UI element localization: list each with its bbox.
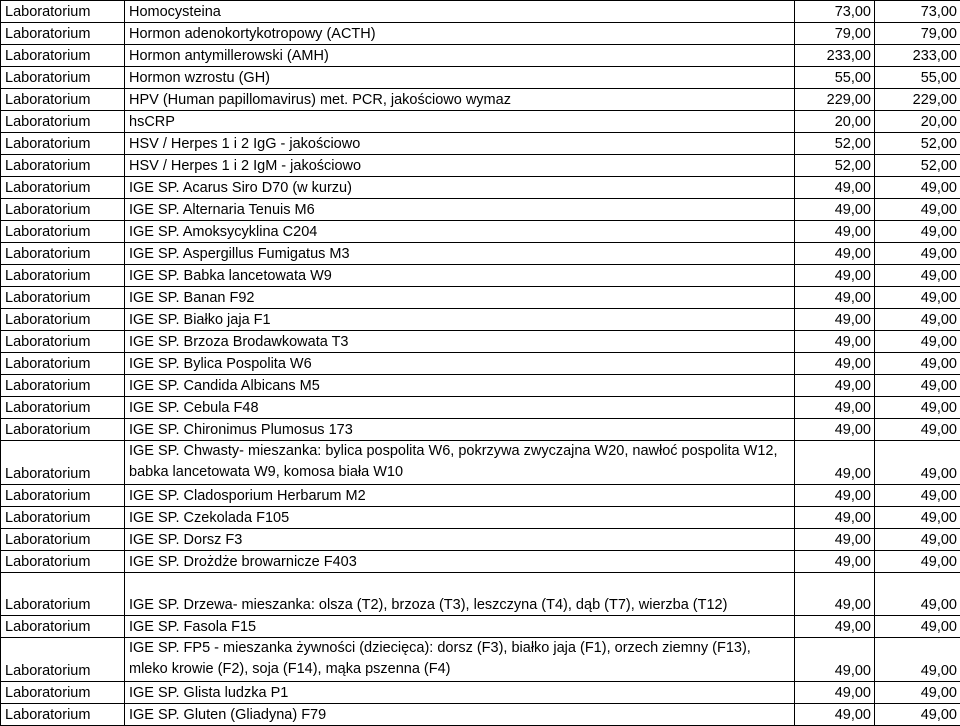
price-cell: 52,00 bbox=[875, 155, 960, 177]
category-cell: Laboratorium bbox=[1, 177, 125, 199]
price-cell: 55,00 bbox=[795, 67, 875, 89]
category-cell: Laboratorium bbox=[1, 45, 125, 67]
test-name-cell: IGE SP. Babka lancetowata W9 bbox=[125, 265, 795, 287]
table-row bbox=[1, 397, 960, 419]
test-name-cell: HSV / Herpes 1 i 2 IgG - jakościowo bbox=[125, 133, 795, 155]
test-name-cell: IGE SP. Candida Albicans M5 bbox=[125, 375, 795, 397]
price-cell: 49,00 bbox=[875, 177, 960, 199]
category-cell: Laboratorium bbox=[1, 682, 125, 704]
table-row bbox=[1, 309, 960, 331]
price-cell: 49,00 bbox=[875, 331, 960, 353]
price-cell: 79,00 bbox=[795, 23, 875, 45]
price-cell: 49,00 bbox=[795, 616, 875, 638]
category-cell: Laboratorium bbox=[1, 331, 125, 353]
price-cell: 49,00 bbox=[875, 616, 960, 638]
category-cell: Laboratorium bbox=[1, 287, 125, 309]
category-cell: Laboratorium bbox=[1, 704, 125, 726]
price-cell: 49,00 bbox=[795, 441, 875, 485]
price-cell: 49,00 bbox=[795, 638, 875, 682]
price-cell: 49,00 bbox=[875, 265, 960, 287]
test-name-cell: IGE SP. Alternaria Tenuis M6 bbox=[125, 199, 795, 221]
price-cell: 49,00 bbox=[875, 199, 960, 221]
test-name-cell: hsCRP bbox=[125, 111, 795, 133]
price-cell: 49,00 bbox=[875, 529, 960, 551]
category-cell: Laboratorium bbox=[1, 1, 125, 23]
price-cell: 233,00 bbox=[875, 45, 960, 67]
price-cell: 49,00 bbox=[875, 243, 960, 265]
price-cell: 49,00 bbox=[795, 573, 875, 616]
price-cell: 49,00 bbox=[795, 507, 875, 529]
category-cell: Laboratorium bbox=[1, 419, 125, 441]
table-row bbox=[1, 638, 960, 682]
test-name-cell: IGE SP. Cebula F48 bbox=[125, 397, 795, 419]
category-cell: Laboratorium bbox=[1, 309, 125, 331]
test-name-cell: HPV (Human papillomavirus) met. PCR, jakościowo wymaz bbox=[125, 89, 795, 111]
test-name-cell: IGE SP. Bylica Pospolita W6 bbox=[125, 353, 795, 375]
price-cell: 233,00 bbox=[795, 45, 875, 67]
category-cell: Laboratorium bbox=[1, 397, 125, 419]
category-cell: Laboratorium bbox=[1, 265, 125, 287]
test-name-cell: Hormon wzrostu (GH) bbox=[125, 67, 795, 89]
test-name-cell: IGE SP. Drożdże browarnicze F403 bbox=[125, 551, 795, 573]
category-cell: Laboratorium bbox=[1, 89, 125, 111]
price-cell: 73,00 bbox=[795, 1, 875, 23]
table-row bbox=[1, 353, 960, 375]
price-cell: 55,00 bbox=[875, 67, 960, 89]
table-row bbox=[1, 1, 960, 23]
price-cell: 49,00 bbox=[795, 221, 875, 243]
table-row bbox=[1, 616, 960, 638]
category-cell: Laboratorium bbox=[1, 616, 125, 638]
price-cell: 52,00 bbox=[795, 133, 875, 155]
price-cell: 49,00 bbox=[795, 287, 875, 309]
price-cell: 49,00 bbox=[795, 177, 875, 199]
category-cell: Laboratorium bbox=[1, 23, 125, 45]
category-cell: Laboratorium bbox=[1, 243, 125, 265]
table-row bbox=[1, 704, 960, 726]
table-row bbox=[1, 507, 960, 529]
price-cell: 52,00 bbox=[875, 133, 960, 155]
table-row bbox=[1, 133, 960, 155]
test-name-cell: IGE SP. Banan F92 bbox=[125, 287, 795, 309]
category-cell: Laboratorium bbox=[1, 199, 125, 221]
price-cell: 49,00 bbox=[875, 221, 960, 243]
price-cell: 49,00 bbox=[875, 419, 960, 441]
price-cell: 49,00 bbox=[795, 353, 875, 375]
category-cell: Laboratorium bbox=[1, 441, 125, 485]
table-row bbox=[1, 67, 960, 89]
table-row bbox=[1, 551, 960, 573]
table-row bbox=[1, 485, 960, 507]
price-cell: 229,00 bbox=[875, 89, 960, 111]
price-cell: 20,00 bbox=[875, 111, 960, 133]
table-row bbox=[1, 265, 960, 287]
price-cell: 49,00 bbox=[875, 704, 960, 726]
price-cell: 49,00 bbox=[795, 485, 875, 507]
table-row bbox=[1, 441, 960, 485]
category-cell: Laboratorium bbox=[1, 375, 125, 397]
price-cell: 49,00 bbox=[795, 419, 875, 441]
price-cell: 49,00 bbox=[795, 704, 875, 726]
test-name-cell: IGE SP. Cladosporium Herbarum M2 bbox=[125, 485, 795, 507]
price-cell: 49,00 bbox=[875, 551, 960, 573]
price-cell: 49,00 bbox=[875, 309, 960, 331]
category-cell: Laboratorium bbox=[1, 353, 125, 375]
table-row bbox=[1, 221, 960, 243]
price-cell: 49,00 bbox=[875, 485, 960, 507]
test-name-cell: IGE SP. FP5 - mieszanka żywności (dziecięca): dorsz (F3), białko jaja (F1), orzech ziemny (F13), mleko krowie (F2), soja (F14), mąka pszenna (F4) bbox=[125, 638, 795, 682]
table-row bbox=[1, 199, 960, 221]
category-cell: Laboratorium bbox=[1, 529, 125, 551]
test-name-cell: IGE SP. Drzewa- mieszanka: olsza (T2), brzoza (T3), leszczyna (T4), dąb (T7), wierzba (T12) bbox=[125, 573, 795, 616]
category-cell: Laboratorium bbox=[1, 133, 125, 155]
price-cell: 49,00 bbox=[875, 287, 960, 309]
test-name-cell: IGE SP. Białko jaja F1 bbox=[125, 309, 795, 331]
price-cell: 49,00 bbox=[875, 375, 960, 397]
test-name-cell: IGE SP. Brzoza Brodawkowata T3 bbox=[125, 331, 795, 353]
price-table-body bbox=[1, 1, 960, 726]
category-cell: Laboratorium bbox=[1, 221, 125, 243]
test-name-cell: IGE SP. Aspergillus Fumigatus M3 bbox=[125, 243, 795, 265]
price-cell: 49,00 bbox=[795, 551, 875, 573]
table-row bbox=[1, 331, 960, 353]
price-cell: 20,00 bbox=[795, 111, 875, 133]
test-name-cell: IGE SP. Glista ludzka P1 bbox=[125, 682, 795, 704]
category-cell: Laboratorium bbox=[1, 155, 125, 177]
test-name-cell: IGE SP. Acarus Siro D70 (w kurzu) bbox=[125, 177, 795, 199]
price-cell: 229,00 bbox=[795, 89, 875, 111]
table-row bbox=[1, 45, 960, 67]
price-cell: 49,00 bbox=[795, 243, 875, 265]
price-cell: 49,00 bbox=[795, 265, 875, 287]
test-name-cell: Hormon antymillerowski (AMH) bbox=[125, 45, 795, 67]
category-cell: Laboratorium bbox=[1, 485, 125, 507]
category-cell: Laboratorium bbox=[1, 551, 125, 573]
table-row bbox=[1, 111, 960, 133]
table-row bbox=[1, 573, 960, 616]
table-row bbox=[1, 243, 960, 265]
test-name-cell: IGE SP. Chwasty- mieszanka: bylica pospolita W6, pokrzywa zwyczajna W20, nawłoć pospolita W12, babka lancetowata W9, komosa biała W10 bbox=[125, 441, 795, 485]
test-name-cell: IGE SP. Gluten (Gliadyna) F79 bbox=[125, 704, 795, 726]
price-cell: 49,00 bbox=[795, 529, 875, 551]
price-cell: 49,00 bbox=[875, 507, 960, 529]
category-cell: Laboratorium bbox=[1, 507, 125, 529]
test-name-cell: HSV / Herpes 1 i 2 IgM - jakościowo bbox=[125, 155, 795, 177]
table-row bbox=[1, 23, 960, 45]
test-name-cell: IGE SP. Fasola F15 bbox=[125, 616, 795, 638]
test-name-cell: IGE SP. Amoksycyklina C204 bbox=[125, 221, 795, 243]
category-cell: Laboratorium bbox=[1, 573, 125, 616]
test-name-cell: Hormon adenokortykotropowy (ACTH) bbox=[125, 23, 795, 45]
table-row bbox=[1, 89, 960, 111]
price-cell: 49,00 bbox=[795, 309, 875, 331]
price-cell: 52,00 bbox=[795, 155, 875, 177]
price-cell: 49,00 bbox=[795, 199, 875, 221]
price-cell: 49,00 bbox=[875, 397, 960, 419]
price-cell: 49,00 bbox=[795, 397, 875, 419]
price-cell: 49,00 bbox=[795, 331, 875, 353]
price-cell: 49,00 bbox=[875, 638, 960, 682]
price-cell: 49,00 bbox=[875, 573, 960, 616]
table-row bbox=[1, 287, 960, 309]
price-cell: 49,00 bbox=[875, 353, 960, 375]
price-cell: 49,00 bbox=[795, 682, 875, 704]
price-cell: 49,00 bbox=[875, 682, 960, 704]
price-cell: 49,00 bbox=[875, 441, 960, 485]
test-name-cell: IGE SP. Czekolada F105 bbox=[125, 507, 795, 529]
test-name-cell: IGE SP. Dorsz F3 bbox=[125, 529, 795, 551]
category-cell: Laboratorium bbox=[1, 638, 125, 682]
test-name-cell: IGE SP. Chironimus Plumosus 173 bbox=[125, 419, 795, 441]
category-cell: Laboratorium bbox=[1, 67, 125, 89]
price-cell: 79,00 bbox=[875, 23, 960, 45]
price-cell: 73,00 bbox=[875, 1, 960, 23]
table-row bbox=[1, 529, 960, 551]
table-row bbox=[1, 177, 960, 199]
table-row bbox=[1, 375, 960, 397]
table-row bbox=[1, 419, 960, 441]
price-cell: 49,00 bbox=[795, 375, 875, 397]
category-cell: Laboratorium bbox=[1, 111, 125, 133]
test-name-cell: Homocysteina bbox=[125, 1, 795, 23]
table-row bbox=[1, 155, 960, 177]
table-row bbox=[1, 682, 960, 704]
